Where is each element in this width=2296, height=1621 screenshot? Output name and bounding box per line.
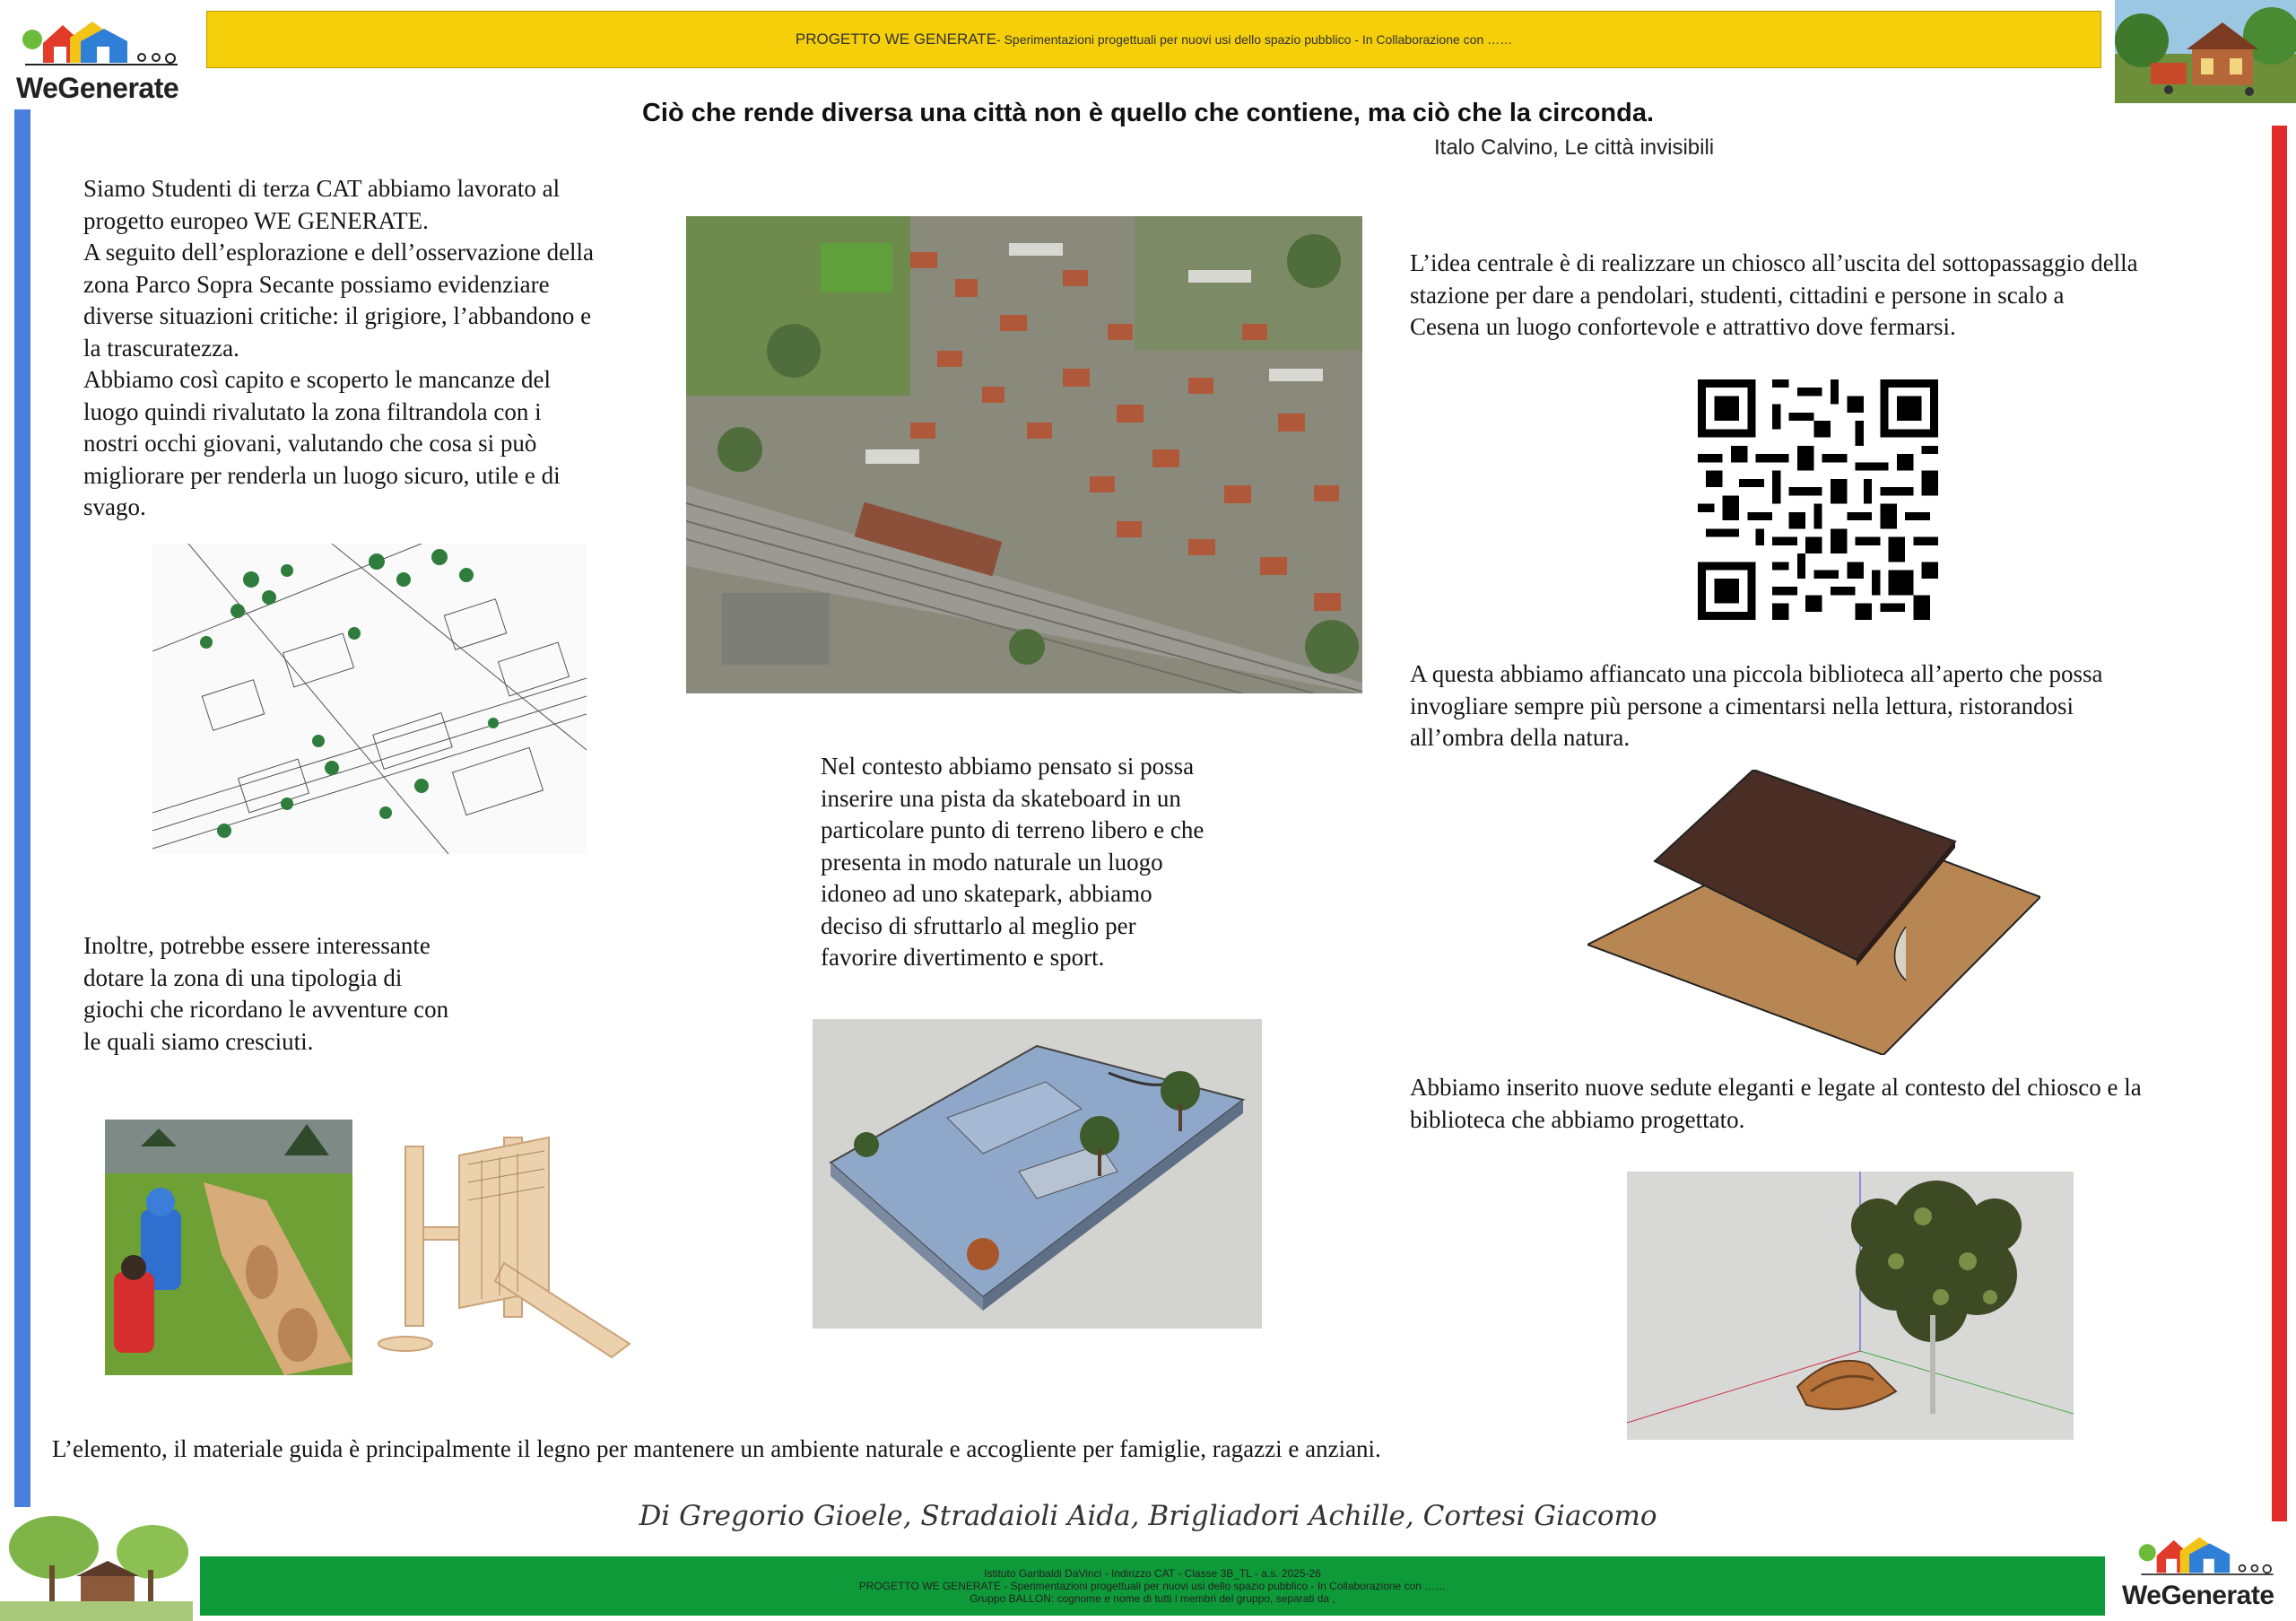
footer-banner-line: Gruppo BALLON: cognome e nome di tutti i membri del gruppo, separati da , xyxy=(970,1592,1335,1605)
benches-paragraph xyxy=(1410,1072,2271,1136)
games-line: le quali siamo cresciuti. xyxy=(83,1027,314,1055)
intro-line: migliorare per renderla un luogo sicuro, utile e di xyxy=(83,461,561,489)
skate-line: favorire divertimento e sport. xyxy=(821,944,1105,971)
intro-line: luogo quindi rivalutato la zona filtrandola con i xyxy=(83,397,542,425)
village-illustration-image xyxy=(2115,0,2296,103)
kiosk-line: stazione per dare a pendolari, studenti, cittadini e persone in scalo a xyxy=(1410,281,2065,309)
games-line: Inoltre, potrebbe essere interessante xyxy=(83,932,430,959)
kiosk-line: L’idea centrale è di realizzare un chiosco all’uscita del sottopassaggio della xyxy=(1410,249,2138,276)
quote-author: Italo Calvino, Le città invisibili xyxy=(1434,135,1715,160)
footer-banner-line: Istituto Garibaldi DaVinci - Indirizzo CAT - Classe 3B_TL - a.s. 2025-26 xyxy=(984,1567,1321,1580)
intro-line: progetto europeo WE GENERATE. xyxy=(83,206,429,234)
wooden-game-photo xyxy=(105,1120,352,1375)
wegenerate-logo-bottom xyxy=(2122,1534,2292,1619)
logo-brand-text: WeGenerate xyxy=(16,72,179,104)
intro-line: diverse situazioni critiche: il grigiore, l’abbandono e xyxy=(83,302,592,329)
qr-code-image[interactable] xyxy=(1698,379,1938,620)
intro-line: la trascuratezza. xyxy=(83,334,239,362)
header-title: PROGETTO WE GENERATE xyxy=(795,31,997,48)
skate-line: presenta in modo naturale un luogo xyxy=(821,848,1163,876)
intro-line: A seguito dell’esplorazione e dell’osservazione della xyxy=(83,239,595,266)
houses-logo-icon xyxy=(2122,1534,2292,1581)
games-paragraph xyxy=(83,930,550,1058)
library-line: all’ombra della natura. xyxy=(1410,724,1631,751)
library-line: invogliare sempre più persone a cimentarsi nella lettura, ristorandosi xyxy=(1410,692,2074,719)
kiosk-paragraph xyxy=(1410,248,2271,344)
games-line: dotare la zona di una tipologia di xyxy=(83,963,403,991)
wooden-climbing-frame-image xyxy=(370,1129,643,1371)
library-line: A questa abbiamo affiancato una piccola biblioteca all’aperto che possa xyxy=(1410,660,2103,687)
skate-line: idoneo ad uno skatepark, abbiamo xyxy=(821,880,1152,907)
skate-line: inserire una pista da skateboard in un xyxy=(821,784,1181,812)
intro-line: Abbiamo così capito e scoperto le mancanze del xyxy=(83,366,552,393)
left-accent-bar xyxy=(14,109,30,1507)
logo-brand-text: WeGenerate xyxy=(2122,1581,2274,1610)
kiosk-line: Cesena un luogo confortevole e attrattivo dove fermarsi. xyxy=(1410,313,1956,340)
header-subtitle: - Sperimentazioni progettuali per nuovi usi dello spazio pubblico - In Collaborazione con …… xyxy=(996,32,1513,47)
aerial-satellite-photo xyxy=(686,216,1362,693)
kiosk-3d-model xyxy=(1587,770,2040,1055)
skate-line: deciso di sfruttarlo al meglio per xyxy=(821,911,1136,939)
skatepark-render xyxy=(813,1019,1262,1329)
park-watercolor-image xyxy=(0,1512,193,1621)
houses-logo-icon xyxy=(16,18,187,72)
intro-line: svago. xyxy=(83,493,146,520)
page-quote: Ciò che rende diversa una città non è quello che contiene, ma ciò che la circonda. xyxy=(641,99,1655,127)
footer-banner xyxy=(200,1556,2105,1616)
skatepark-paragraph xyxy=(821,751,1323,974)
intro-line: Siamo Studenti di terza CAT abbiamo lavorato al xyxy=(83,175,561,202)
skate-line: Nel contesto abbiamo pensato si possa xyxy=(821,753,1195,780)
games-line: giochi che ricordano le avventure con xyxy=(83,996,449,1023)
material-statement: L’elemento, il materiale guida è principalmente il legno per mantenere un ambiente naturale e accogliente per famiglie, ragazzi e anziani. xyxy=(52,1435,1381,1462)
skate-line: particolare punto di terreno libero e che xyxy=(821,816,1205,843)
intro-line: nostri occhi giovani, valutando che cosa si può xyxy=(83,430,537,457)
authors-signature: Di Gregorio Gioele, Stradaioli Aida, Brigliadori Achille, Cortesi Giacomo xyxy=(639,1500,1657,1532)
footer-banner-line: PROGETTO WE GENERATE - Sperimentazioni progettuali per nuovi usi dello spazio pubblico - In Collaborazione con …… xyxy=(858,1580,1447,1592)
benches-line: Abbiamo inserito nuove sedute eleganti e legate al contesto del chiosco e la xyxy=(1410,1074,2142,1101)
benches-line: biblioteca che abbiamo progettato. xyxy=(1410,1105,1745,1133)
library-paragraph xyxy=(1410,658,2271,754)
axonometric-map-drawing xyxy=(152,544,587,854)
bench-tree-render xyxy=(1627,1172,2074,1440)
intro-line: zona Parco Sopra Secante possiamo evidenziare xyxy=(83,270,550,298)
header-banner xyxy=(206,11,2101,68)
right-accent-bar xyxy=(2272,126,2287,1521)
intro-paragraph xyxy=(83,173,675,524)
